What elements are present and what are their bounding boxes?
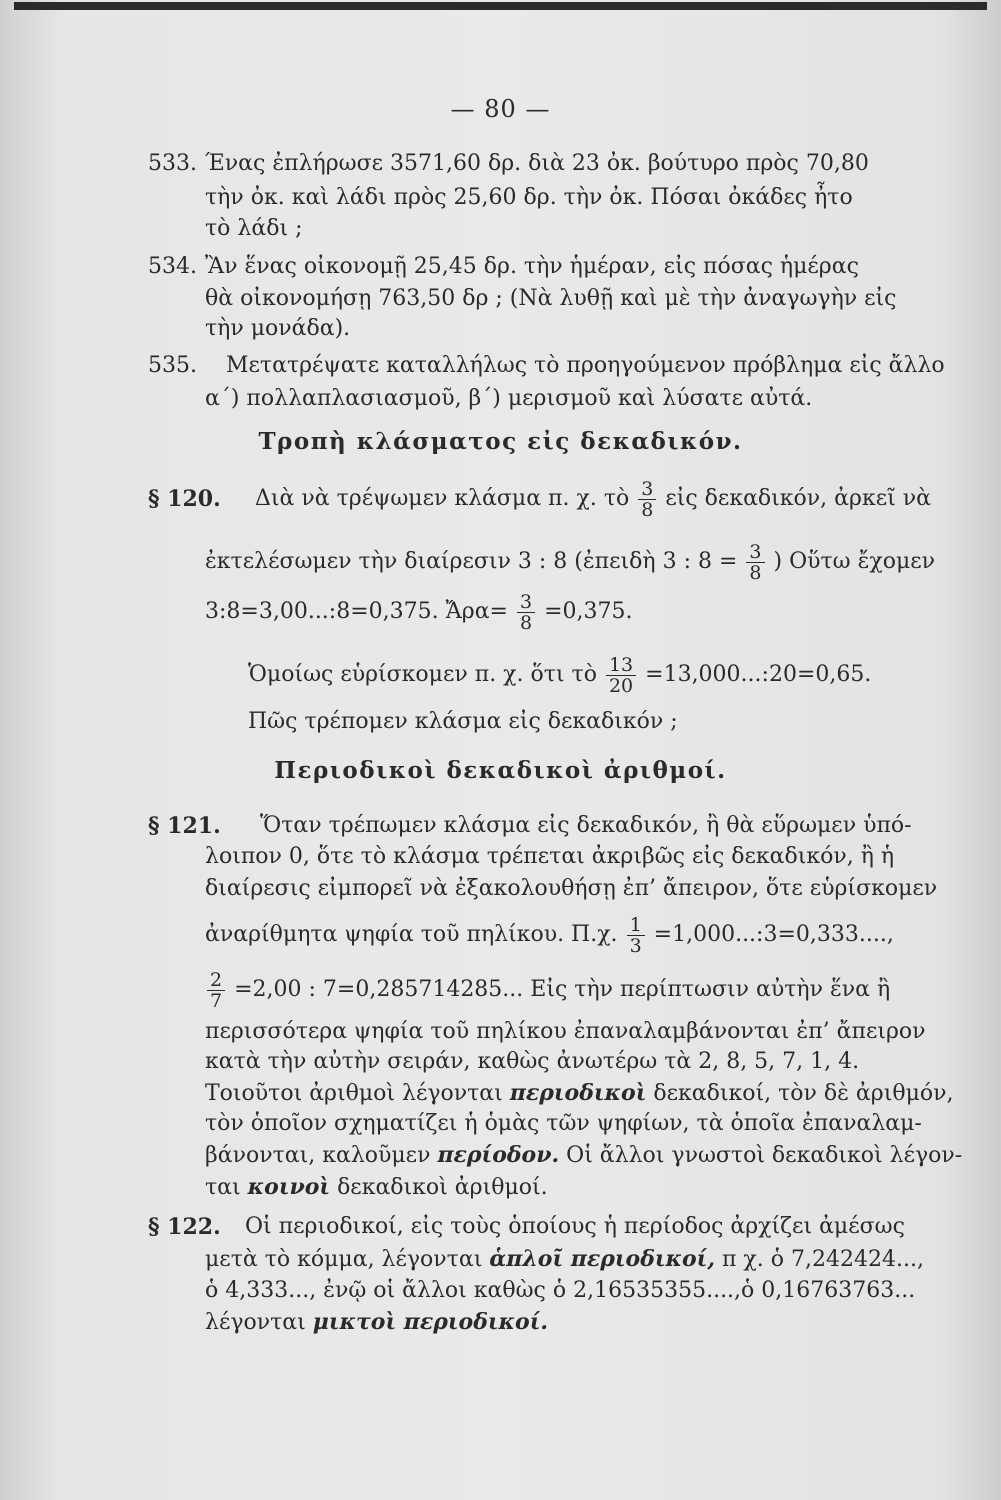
text-line: λοιπον 0, ὅτε τὸ κλάσμα τρέπεται ἀκριβῶς εἰς δεκαδικόν, ἢ ἡ	[205, 844, 895, 869]
text-line: Ένας ἐπλήρωσε 3571,60 δρ. διὰ 23 ὀκ. βούτυρο πρὸς 70,80	[205, 151, 869, 176]
question-line: Πῶς τρέπομεν κλάσμα εἰς δεκαδικόν ;	[248, 709, 678, 734]
text-line: α΄) πολλαπλασιασμοῦ, β΄) μερισμοῦ καὶ λύσατε αὐτά.	[205, 386, 813, 411]
text-line: ἀναρίθμητα ψηφία τοῦ πηλίκου. Π.χ. $\frac{1}{3}$ =1,000...:3=0,333....,	[205, 913, 894, 957]
section-label: § 122.	[148, 1214, 221, 1240]
text-line: τὸν ὁποῖον σχηματίζει ἡ ὁμὰς τῶν ψηφίων, τὰ ὁποῖα ἐπαναλαμ-	[205, 1111, 922, 1136]
text-line: Διὰ νὰ τρέψωμεν κλάσμα π. χ. τὸ $\frac{3}{8}$ εἰς δεκαδικόν, ἀρκεῖ νὰ	[255, 477, 931, 521]
fraction: $\frac{3}{8}$	[638, 479, 656, 520]
text-line: 3:8=3,00...:8=0,375. Ἄρα= $\frac{3}{8}$ =0,375.	[205, 590, 633, 634]
page-number: — 80 —	[450, 95, 551, 123]
section-label: § 121.	[148, 813, 221, 839]
text-line: Ὁμοίως εὑρίσκομεν π. χ. ὅτι τὸ $\frac{13}{20}$ =13,000...:20=0,65.	[248, 653, 872, 697]
problem-number: 533.	[148, 151, 197, 176]
text-line: Ὅταν τρέπωμεν κλάσμα εἰς δεκαδικόν, ἢ θὰ εὕρωμεν ὑπό-	[260, 813, 912, 838]
text-line: Ἂν ἕνας οἰκονομῇ 25,45 δρ. τὴν ἡμέραν, εἰς πόσας ἡμέρας	[205, 254, 859, 279]
text-line: λέγονται μικτοὶ περιοδικοί.	[205, 1309, 548, 1335]
text-line: τὴν μονάδα).	[205, 316, 351, 341]
text-line: Μετατρέψατε καταλλήλως τὸ προηγούμενον πρόβλημα εἰς ἄλλο	[226, 353, 945, 378]
text-line: Τοιοῦτοι ἀριθμοὶ λέγονται περιοδικοὶ δεκαδικοί, τὸν δὲ ἀριθμόν,	[205, 1080, 954, 1106]
problem-number: 534.	[148, 254, 197, 279]
text-line: ται κοινοὶ δεκαδικοὶ ἀριθμοί.	[205, 1174, 548, 1200]
text-line: θὰ οἰκονομήσῃ 763,50 δρ ; (Νὰ λυθῇ καὶ μὲ τὴν ἀναγωγὴν εἰς	[205, 286, 897, 311]
text-line: Οἱ περιοδικοί, εἰς τοὺς ὁποίους ἡ περίοδος ἀρχίζει ἀμέσως	[245, 1214, 905, 1239]
text-line: βάνονται, καλοῦμεν περίοδον. Οἱ ἄλλοι γνωστοὶ δεκαδικοὶ λέγον-	[205, 1142, 963, 1168]
fraction: $\frac{3}{8}$	[746, 542, 764, 583]
text-line: κατὰ τὴν αὐτὴν σειράν, καθὼς ἀνωτέρω τὰ 2, 8, 5, 7, 1, 4.	[205, 1049, 860, 1074]
text-line: διαίρεσις εἰμπορεῖ νὰ ἐξακολουθήσῃ ἐπ’ ἄπειρον, ὅτε εὑρίσκομεν	[205, 876, 938, 901]
text-line: τὸ λάδι ;	[205, 216, 303, 241]
text-line: $\frac{2}{7}$ =2,00 : 7=0,285714285... Εἰς τὴν περίπτωσιν αὐτὴν ἕνα ἢ	[205, 963, 890, 1017]
text-line: περισσότερα ψηφία τοῦ πηλίκου ἐπαναλαμβάνονται ἐπ’ ἄπειρον	[205, 1019, 926, 1044]
top-border	[14, 2, 987, 10]
text-line: ὁ 4,333..., ἐνῷ οἱ ἄλλοι καθὼς ὁ 2,16535355....,ὁ 0,16763763...	[205, 1278, 916, 1303]
text-line: ἐκτελέσωμεν τὴν διαίρεσιν 3 : 8 (ἐπειδὴ 3 : 8 = $\frac{3}{8}$ ) Οὕτω ἔχομεν	[205, 540, 936, 584]
fraction: $\frac{13}{20}$	[606, 655, 636, 696]
section-label: § 120.	[148, 486, 221, 512]
fraction: $\frac{3}{8}$	[517, 592, 535, 633]
fraction: $\frac{2}{7}$	[207, 970, 225, 1011]
problem-number: 535.	[148, 353, 197, 378]
section-heading: Τροπὴ κλάσματος εἰς δεκαδικόν.	[258, 428, 743, 455]
text-line: μετὰ τὸ κόμμα, λέγονται ἁπλοῖ περιοδικοί, π χ. ὁ 7,242424...,	[205, 1246, 924, 1272]
section-heading: Περιοδικοὶ δεκαδικοὶ ἀριθμοί.	[274, 757, 727, 784]
text-line: τὴν ὀκ. καὶ λάδι πρὸς 25,60 δρ. τὴν ὀκ. Πόσαι ὀκάδες ἦτο	[205, 185, 853, 210]
fraction: $\frac{1}{3}$	[627, 915, 645, 956]
